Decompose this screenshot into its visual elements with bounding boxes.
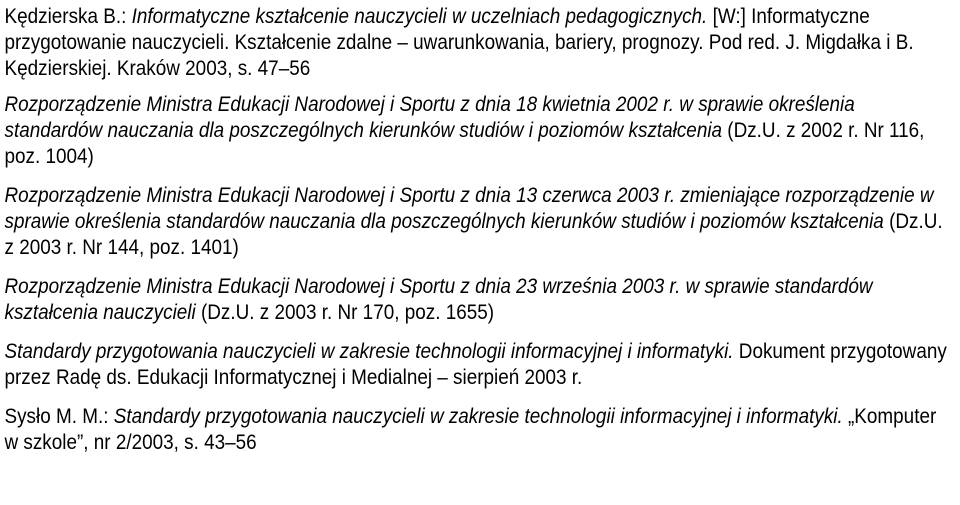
- reference-title: Standardy przygotowania nauczycieli w zakresie technologii informacyjnej i informatyki.: [113, 405, 843, 428]
- reference-title: Rozporządzenie Ministra Edukacji Narodowej i Sportu z dnia 13 czerwca 2003 r. zmieniające rozporządzenie w sprawie określenia standardów nauczania dla poszczególnych kierunków studiów i poziomów kształcenia: [4, 184, 934, 233]
- reference-entry-rozporzadzenie-2002: [5, 92, 953, 170]
- reference-title: Standardy przygotowania nauczycieli w zakresie technologii informacyjnej i informatyki.: [4, 340, 734, 363]
- reference-text: (Dz.U. z 2003 r. Nr 144, poz. 1401): [4, 210, 943, 259]
- reference-title: Rozporządzenie Ministra Edukacji Narodowej i Sportu z dnia 23 września 2003 r. w sprawie standardów kształcenia nauczycieli: [4, 275, 873, 324]
- reference-entry-standardy: [5, 339, 953, 391]
- reference-title: Rozporządzenie Ministra Edukacji Narodowej i Sportu z dnia 18 kwietnia 2002 r. w sprawie określenia standardów nauczania dla poszczególnych kierunków studiów i poziomów kształcenia: [4, 93, 855, 142]
- reference-text: Dokument przygotowany przez Radę ds. Edukacji Informatycznej i Medialnej – sierpień 2003 r.: [4, 340, 947, 389]
- reference-text: Kędzierska B.:: [4, 5, 132, 28]
- reference-entry-syslo: [5, 404, 953, 456]
- reference-text: „Komputer w szkole”, nr 2/2003, s. 43–56: [4, 405, 937, 454]
- reference-entry-rozporzadzenie-2003-wrzesien: [5, 274, 953, 326]
- reference-entry-kedzierska: [5, 4, 953, 82]
- reference-text: (Dz.U. z 2003 r. Nr 170, poz. 1655): [195, 301, 495, 324]
- reference-title: Informatyczne kształcenie nauczycieli w uczelniach pedagogicznych.: [131, 5, 708, 28]
- reference-text: (Dz.U. z 2002 r. Nr 116, poz. 1004): [4, 119, 925, 168]
- reference-text: Sysło M. M.:: [4, 405, 114, 428]
- reference-text: [W:] Informatyczne przygotowanie nauczycieli. Kształcenie zdalne – uwarunkowania, bariery, prognozy. Pod red. J. Migdałka i B. Kędzierskiej. Kraków 2003, s. 47–56: [4, 5, 914, 80]
- reference-entry-rozporzadzenie-2003-czerwiec: [5, 183, 953, 261]
